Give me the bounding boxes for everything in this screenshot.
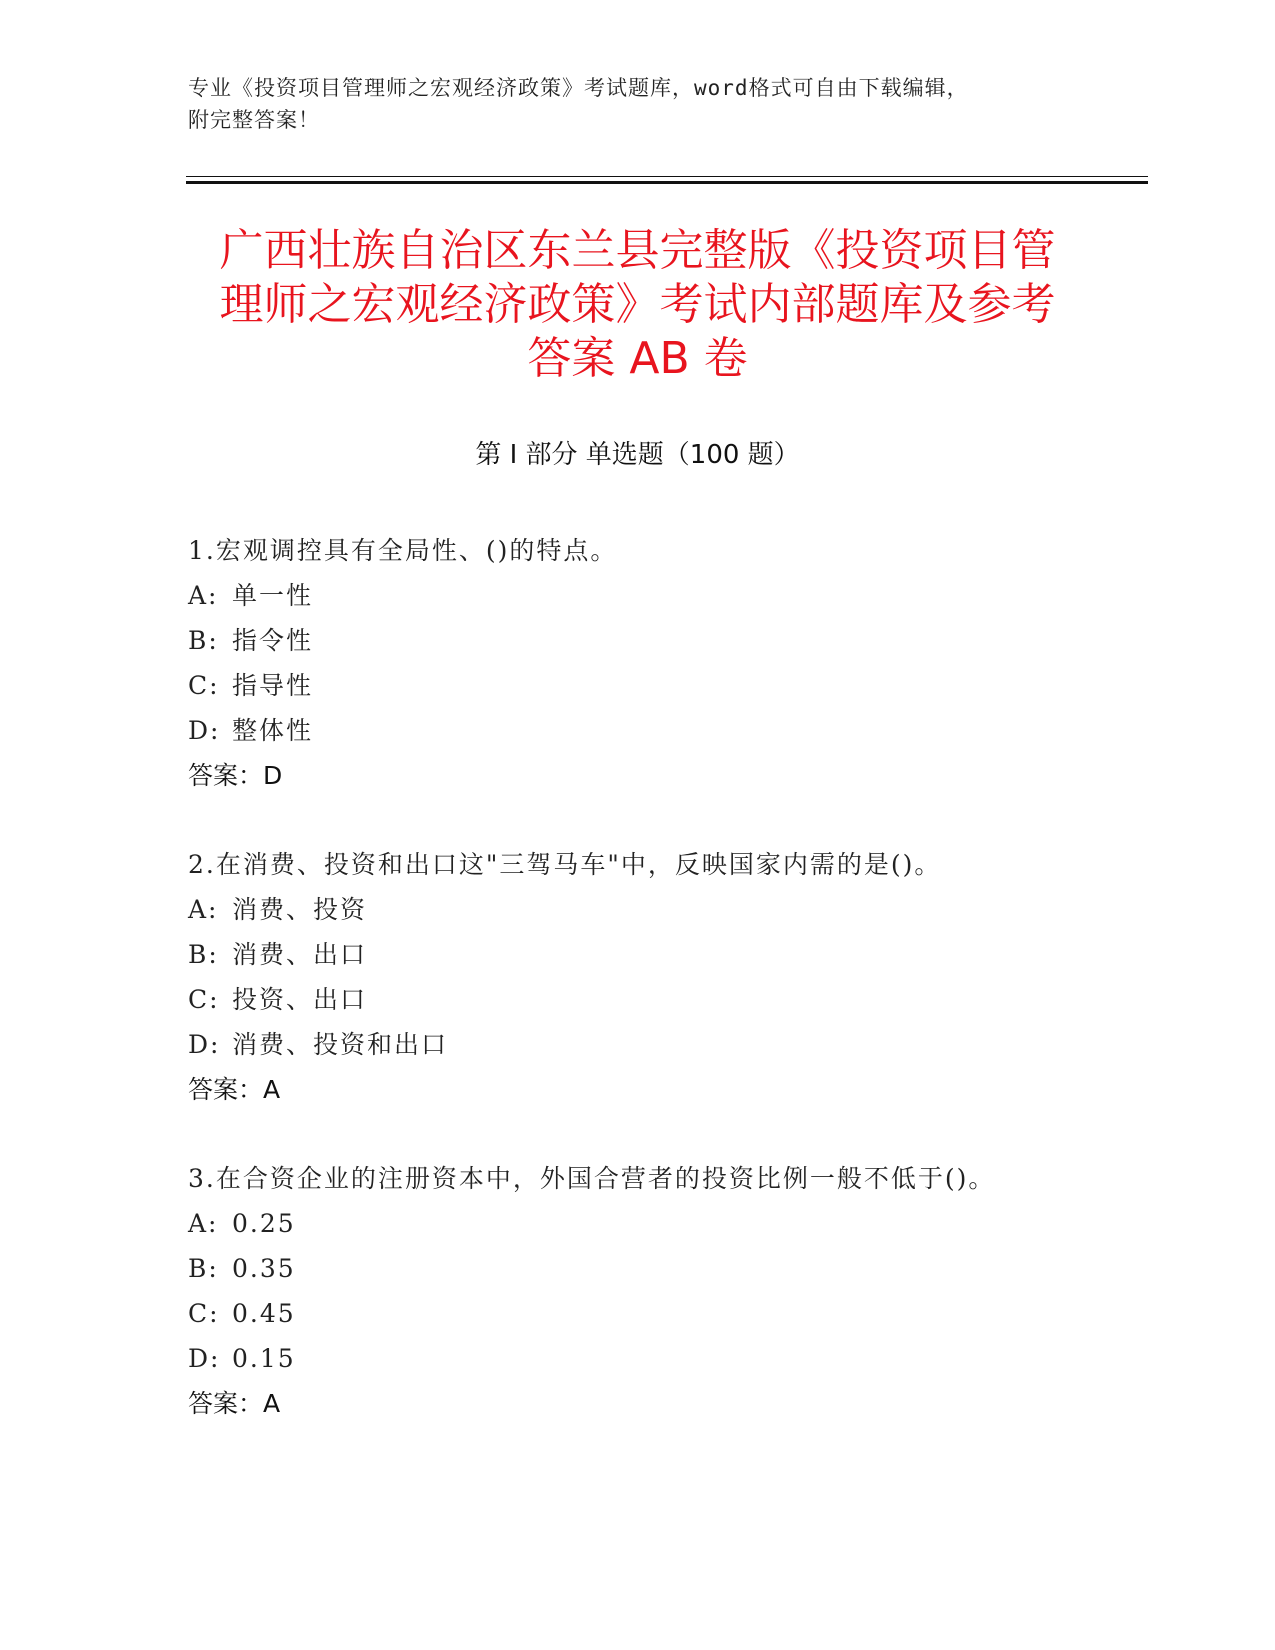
option-text: 指导性 <box>232 671 314 700</box>
question-stem: 2.在消费、投资和出口这"三驾马车"中，反映国家内需的是()。 <box>188 850 942 879</box>
option-text: 消费、出口 <box>232 940 368 969</box>
option-c <box>188 663 1148 708</box>
intro-line-2: 附完整答案！ <box>188 108 320 132</box>
option-text: 单一性 <box>232 581 314 610</box>
question-answer: 答案：D <box>188 761 283 790</box>
option-text: 消费、投资 <box>232 895 368 924</box>
section-title: 第 I 部分 单选题（100 题） <box>475 440 800 470</box>
option-key: C: <box>188 1299 220 1328</box>
option-text: 消费、投资和出口 <box>232 1030 449 1059</box>
option-key: B: <box>188 940 219 969</box>
option-key: B: <box>188 626 219 655</box>
option-a <box>188 573 1148 618</box>
option-key: B: <box>188 1254 219 1283</box>
option-a <box>188 887 1148 932</box>
header-divider-thick <box>186 181 1148 184</box>
option-key: D: <box>188 716 221 745</box>
option-key: D: <box>188 1030 221 1059</box>
question-stem: 3.在合资企业的注册资本中，外国合营者的投资比例一般不低于()。 <box>188 1164 996 1193</box>
option-text: 0.35 <box>232 1254 296 1283</box>
option-text: 0.45 <box>232 1299 296 1328</box>
option-b <box>188 1246 1148 1291</box>
option-text: 0.25 <box>232 1209 296 1238</box>
option-key: A: <box>188 895 219 924</box>
question-3 <box>188 1156 1148 1426</box>
option-b <box>188 932 1148 977</box>
title-line-2: 理师之宏观经济政策》考试内部题库及参考 <box>219 279 1056 330</box>
option-key: A: <box>188 1209 219 1238</box>
option-key: C: <box>188 671 220 700</box>
question-list <box>188 528 1148 1470</box>
option-c <box>188 977 1148 1022</box>
question-answer: 答案：A <box>188 1075 281 1104</box>
question-answer: 答案：A <box>188 1389 281 1418</box>
option-d <box>188 1022 1148 1067</box>
header-divider-thin <box>186 176 1148 177</box>
title-line-1: 广西壮族自治区东兰县完整版《投资项目管 <box>219 225 1056 276</box>
option-d <box>188 708 1148 753</box>
option-key: C: <box>188 985 220 1014</box>
option-text: 投资、出口 <box>232 985 368 1014</box>
question-2 <box>188 842 1148 1112</box>
option-b <box>188 618 1148 663</box>
question-stem: 1.宏观调控具有全局性、()的特点。 <box>188 536 618 565</box>
document-title <box>190 224 1085 386</box>
option-key: D: <box>188 1344 221 1373</box>
option-a <box>188 1201 1148 1246</box>
intro-line-1: 专业《投资项目管理师之宏观经济政策》考试题库，word格式可自由下载编辑， <box>188 76 969 100</box>
option-text: 0.15 <box>232 1344 296 1373</box>
option-c <box>188 1291 1148 1336</box>
option-key: A: <box>188 581 219 610</box>
title-line-3: 答案 AB 卷 <box>527 333 748 384</box>
option-d <box>188 1336 1148 1381</box>
document-intro <box>188 72 1088 136</box>
question-1 <box>188 528 1148 798</box>
option-text: 指令性 <box>232 626 314 655</box>
option-text: 整体性 <box>232 716 314 745</box>
